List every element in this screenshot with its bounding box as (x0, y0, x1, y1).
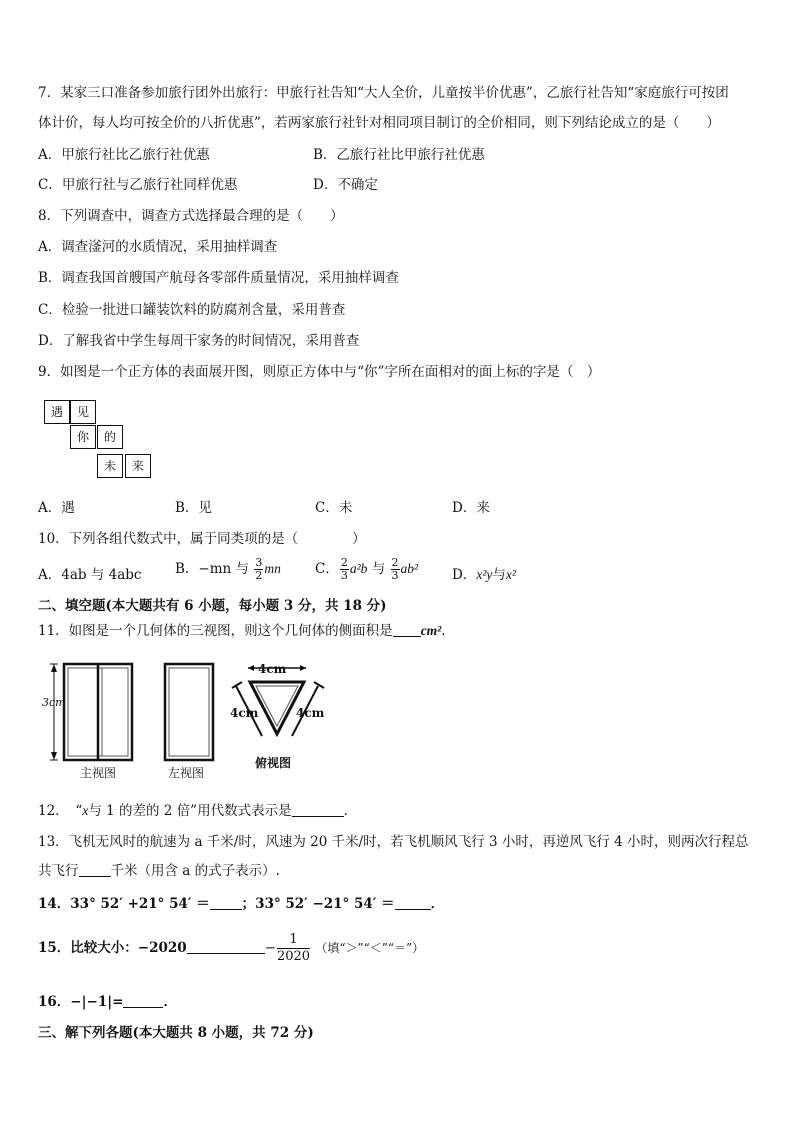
q11-answer-blank[interactable] (393, 622, 421, 637)
q13-stem-line1: 13．飞机无风时的航速为 a 千米/时，风速为 20 千米/时，若飞机顺风飞行 3 小时，再逆风飞行 4 小时，则两次行程总 (38, 834, 749, 850)
q7-stem-line2: 体计价，每人均可按全价的八折优惠”，若两家旅行社针对相同项目制订的全价相同，则下列结论成立的是（ ） (38, 115, 720, 131)
section-2-heading: 二、填空题(本大题共有 6 小题，每小题 3 分，共 18 分) (38, 598, 387, 614)
q8-option-c: C．检验一批进口罐装饮料的防腐剂含量，采用普查 (38, 302, 346, 318)
q10-option-c-fraction-2: $\frac{2}{3}$ (391, 556, 399, 582)
q15-fraction: $\frac{1}{2020}$ (276, 932, 311, 964)
cube-face-wei: 未 (97, 454, 123, 478)
q8-option-d: D．了解我省中学生每周干家务的时间情况，采用普查 (38, 333, 360, 349)
q11-stem: 11．如图是一个几何体的三视图，则这个几何体的侧面积是 cm²． (38, 623, 455, 639)
top-view-right-label: 4cm (296, 706, 325, 720)
q10-option-c-fraction-1: $\frac{2}{3}$ (340, 556, 348, 582)
q9-option-b: B．见 (175, 500, 212, 516)
q7-option-c: C．甲旅行社与乙旅行社同样优惠 (38, 177, 238, 193)
q10-option-a: A．4ab 与 4abc (38, 567, 142, 583)
q10-option-c: C． $\frac{2}{3}$ a²b 与 $\frac{2}{3}$ ab² (315, 556, 419, 582)
q14-stem: 14．33° 52′ +21° 54′ ＝ ；33° 52′ −21° 54′ ＝ ． (38, 896, 445, 912)
q9-stem: 9．如图是一个正方体的表面展开图，则原正方体中与“你”字所在面相对的面上标的字是（ ） (38, 364, 601, 380)
q10-stem: 10．下列各组代数式中，属于同类项的是（ ） (38, 531, 366, 547)
left-view-figure (162, 660, 218, 772)
q10-option-d: D．x²y与x² (452, 567, 516, 583)
q8-option-a: A．调查滏河的水质情况，采用抽样调查 (38, 239, 278, 255)
left-view-caption: 左视图 (168, 766, 205, 780)
q13-stem-line2: 共飞行 千米（用含 a 的式子表示）. (38, 863, 280, 879)
q9-option-d: D．来 (452, 500, 490, 516)
q7-option-a: A．甲旅行社比乙旅行社优惠 (38, 147, 210, 163)
cube-face-yu: 遇 (44, 400, 70, 424)
cube-face-lai: 来 (125, 454, 151, 478)
q9-option-a: A．遇 (38, 500, 75, 516)
left-view-drawing (162, 660, 218, 768)
front-view-drawing (40, 660, 140, 768)
q7-option-d: D．不确定 (313, 177, 378, 193)
q7-stem-line1: 7．某家三口准备参加旅行团外出旅行：甲旅行社告知“大人全价，儿童按半价优惠”，乙旅行社告知“家庭旅行可按团 (38, 85, 729, 101)
q10-option-b (175, 557, 281, 582)
q10-option-b-prefix: B．−mn 与 (175, 561, 250, 577)
q10-option-b-fraction: $\frac{3}{2}$ (255, 556, 263, 582)
q7-option-b: B．乙旅行社比甲旅行社优惠 (313, 147, 485, 163)
top-view-left-label: 4cm (230, 706, 259, 720)
q9-option-c: C．未 (315, 500, 353, 516)
front-view-height-label: 3cm (42, 696, 66, 709)
q13-answer-blank[interactable] (79, 862, 111, 877)
q8-stem: 8．下列调查中，调查方式选择最合理的是（ ） (38, 208, 344, 224)
section-3-heading: 三、解下列各题(本大题共 8 小题，共 72 分) (38, 1025, 314, 1041)
q12-answer-blank[interactable] (292, 802, 344, 817)
q14-answer-blank-2[interactable] (395, 895, 431, 910)
q10-option-b-var: mn (264, 561, 281, 576)
q15-answer-blank[interactable] (187, 939, 265, 954)
cube-face-ni: 你 (70, 425, 96, 449)
front-view-caption: 主视图 (80, 766, 117, 780)
q16-stem: 16．−|−1|= ． (38, 994, 177, 1010)
q12-stem: 12． “x与 1 的差的 2 倍”用代数式表示是 ． (38, 803, 358, 819)
cube-face-de: 的 (97, 425, 123, 449)
cube-face-jian: 见 (70, 400, 96, 424)
q16-answer-blank[interactable] (123, 993, 163, 1008)
q15-stem: 15．比较大小：−2020 − $\frac{1}{2020}$ （填“＞”“＜”“＝”） (38, 932, 425, 964)
front-view-figure (40, 660, 140, 772)
q14-answer-blank-1[interactable] (210, 895, 242, 910)
top-view-caption: 俯视图 (255, 756, 292, 770)
q8-option-b: B．调查我国首艘国产航母各零部件质量情况，采用抽样调查 (38, 270, 399, 286)
top-view-width-label: 4cm (258, 662, 287, 676)
